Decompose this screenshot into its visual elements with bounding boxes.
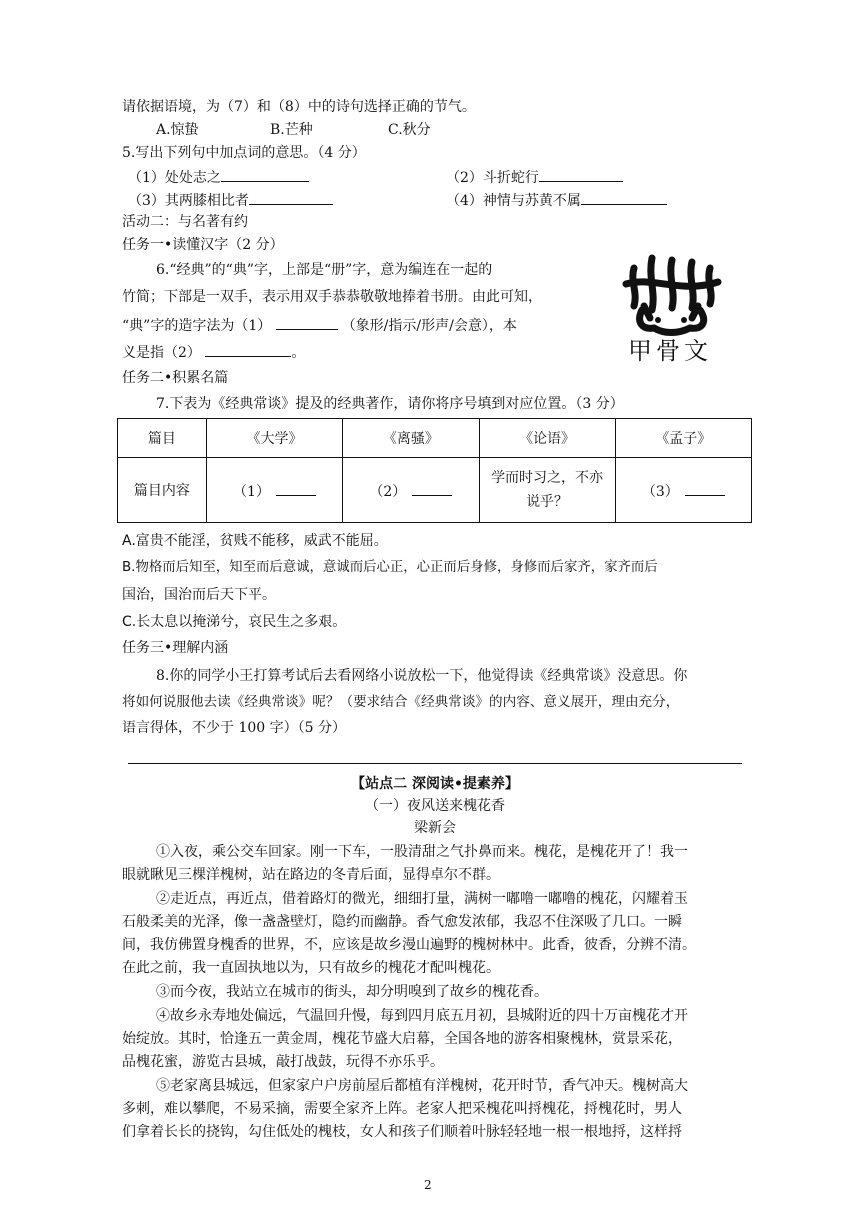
q7-blank-1[interactable] <box>276 480 316 496</box>
q6-blank-2[interactable] <box>205 341 291 357</box>
q7-cell-1[interactable] <box>206 458 342 523</box>
para-line: 始绽放。其时，恰逢五一黄金周，槐花节盛大启幕，全国各地的游客相聚槐林，赏景采花， <box>122 1031 682 1047</box>
task3-title: 任务三•理解内涵 <box>122 640 229 656</box>
q7-header-cell: 《大学》 <box>206 419 342 458</box>
q5-blank-1[interactable] <box>221 166 309 182</box>
q7-table-header-row <box>118 419 752 458</box>
q6-line-2: 竹简；下部是一双手，表示用双手恭恭敬敬地捧着书册。由此可知， <box>122 289 542 305</box>
q5-blank-4[interactable] <box>581 189 667 205</box>
para-line: ③而今夜，我站立在城市的街头，却分明嗅到了故乡的槐花香。 <box>156 984 548 1000</box>
q6-line-3b: （象形/指示/形声/会意），本 <box>341 318 517 334</box>
activity2-title: 活动二：与名著有约 <box>122 214 248 230</box>
para-line: ①入夜，乘公交车回家。刚一下车，一股清甜之气扑鼻而来。槐花，是槐花开了！我一 <box>156 844 688 860</box>
para-line: ②走近点，再近点，借着路灯的微光，细细打量，满树一嘟噜一嘟噜的槐花，闪耀着玉 <box>156 891 688 907</box>
q7-cell-3: 学而时习之，不亦说乎？ <box>479 458 615 523</box>
q5-item-1-text: （1）处处志之 <box>128 170 221 186</box>
q6-line-1: 6.“经典”的“典”字，上部是“册”字，意为编连在一起的 <box>156 262 493 278</box>
q7-header-cell: 《离骚》 <box>343 419 479 458</box>
q5-prompt: 5.写出下列句中加点词的意思。（4 分） <box>122 145 366 161</box>
q7-header-cell: 篇目 <box>118 419 207 458</box>
q7-header-cell: 《孟子》 <box>615 419 751 458</box>
q6-line-4 <box>122 341 305 363</box>
section-divider <box>128 763 742 764</box>
q5-blank-3[interactable] <box>249 189 333 205</box>
q6-line-4b: 。 <box>291 345 306 361</box>
article-author: 梁新会 <box>414 820 456 836</box>
q5-item-4 <box>446 189 667 211</box>
q7-header-cell: 《论语》 <box>479 419 615 458</box>
q7-prompt: 7.下表为《经典常谈》提及的经典著作，请你将序号填到对应位置。（3 分） <box>156 396 624 412</box>
para-line: 品槐花蜜，游览古县城，敲打战鼓，玩得不亦乐乎。 <box>122 1054 444 1070</box>
q7-blank-2[interactable] <box>412 480 452 496</box>
q5-item-3-text: （3）其两膝相比者 <box>128 193 249 209</box>
para-line: ⑤老家离县城远，但家家户户房前屋后都植有洋槐树，花开时节，香气冲天。槐树高大 <box>156 1078 688 1094</box>
para-line: ④故乡永寿地处偏远，气温回升慢，每到四月底五月初，县城附近的四十万亩槐花才开 <box>156 1008 688 1024</box>
q7-option-b-cont: 国治，国治而后天下平。 <box>122 587 276 603</box>
q4-prompt: 请依据语境，为（7）和（8）中的诗句选择正确的节气。 <box>122 99 476 115</box>
q5-item-3 <box>128 189 333 211</box>
q4-option-c: C.秋分 <box>388 122 431 138</box>
q7-blank-3[interactable] <box>685 480 725 496</box>
q6-line-4a: 义是指（2） <box>122 345 201 361</box>
article-title: （一）夜风送来槐花香 <box>365 798 505 814</box>
oracle-bone-caption: 甲骨文 <box>628 337 712 365</box>
q8-line-3: 语言得体，不少于 100 字）（5 分） <box>122 720 346 736</box>
page-number: 2 <box>424 1178 432 1192</box>
para-line: 眼就瞅见三棵洋槐树，站在路边的冬青后面，显得卓尔不群。 <box>122 867 500 883</box>
q7-table-content-row <box>118 458 752 523</box>
station2-header: 【站点二 深阅读•提素养】 <box>351 776 519 792</box>
q5-item-2-text: （2）斗折蛇行 <box>446 170 539 186</box>
para-line: 多刺，难以攀爬，不易采摘，需要全家齐上阵。老家人把采槐花叫捋槐花，捋槐花时，男人 <box>122 1101 682 1117</box>
q7-cell-1-label: （1） <box>233 483 270 500</box>
q6-line-3a: “典”字的造字法为（1） <box>122 318 272 334</box>
q6-blank-1[interactable] <box>276 314 338 330</box>
q7-cell-2-label: （2） <box>369 483 407 500</box>
q7-cell-2[interactable] <box>343 458 479 523</box>
q7-row-label: 篇目内容 <box>118 458 207 523</box>
q8-line-1: 8.你的同学小王打算考试后去看网络小说放松一下，他觉得读《经典常谈》没意思。你 <box>156 668 688 684</box>
task1-title: 任务一•读懂汉字（2 分） <box>122 237 284 253</box>
q5-item-2 <box>446 166 623 188</box>
q4-option-b: B.芒种 <box>270 122 313 138</box>
q5-blank-2[interactable] <box>539 166 623 182</box>
q8-line-2: 将如何说服他去读《经典常谈》呢？（要求结合《经典常谈》的内容、意义展开，理由充分， <box>122 694 680 710</box>
q7-cell-4[interactable] <box>615 458 751 523</box>
q7-option-b: B.物格而后知至，知至而后意诚，意诚而后心正，心正而后身修，身修而后家齐，家齐而后 <box>122 560 658 575</box>
para-line: 间，我仿佛置身槐香的世界，不，应该是故乡漫山遍野的槐树林中。此香，彼香，分辨不清。 <box>122 937 696 953</box>
q7-cell-4-label: （3） <box>641 483 679 500</box>
para-line: 们拿着长长的挠钩，勾住低处的槐枝，女人和孩子们顺着叶脉轻轻地一根一根地捋，这样捋 <box>122 1124 682 1140</box>
q5-item-1 <box>128 166 309 188</box>
q7-table <box>117 418 752 523</box>
q6-line-3 <box>122 314 517 336</box>
para-line: 石般柔美的光泽，像一盏盏壁灯，隐约而幽静。香气愈发浓郁，我忍不住深吸了几口。一瞬 <box>122 914 682 930</box>
q7-option-a: A.富贵不能淫，贫贱不能移，威武不能屈。 <box>122 533 388 549</box>
q5-item-4-text: （4）神情与苏黄不属 <box>446 193 581 209</box>
q7-option-c: C.长太息以掩涕兮，哀民生之多艰。 <box>122 614 347 630</box>
q4-option-a: A.惊蛰 <box>156 122 199 138</box>
para-line: 在此之前，我一直固执地以为，只有故乡的槐花才配叫槐花。 <box>122 960 500 976</box>
task2-title: 任务二•积累名篇 <box>122 370 229 386</box>
